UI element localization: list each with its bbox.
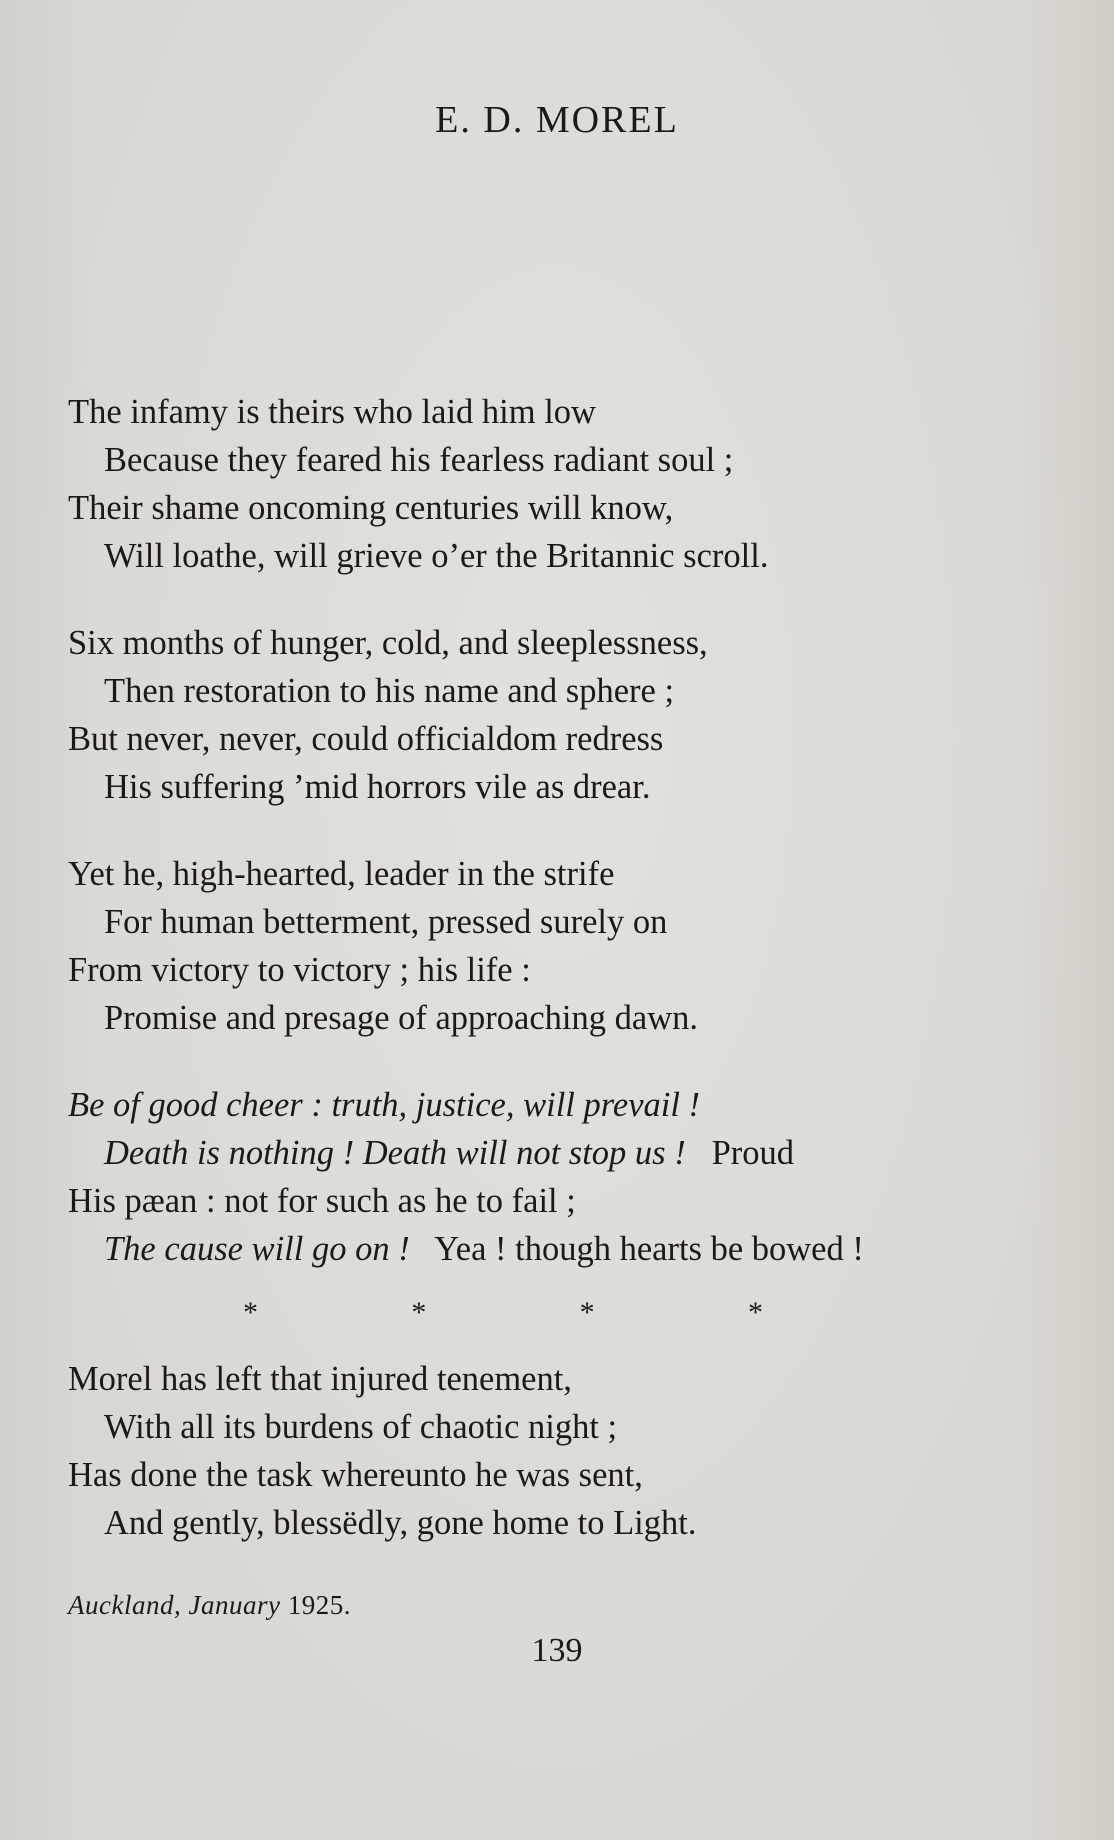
dateline-year: 1925. xyxy=(287,1590,351,1620)
poem-line: Their shame oncoming centuries will know, xyxy=(68,489,674,527)
poem-line: Will loathe, will grieve o’er the Britannic scroll. xyxy=(104,537,769,575)
stanza-1 xyxy=(68,388,1068,580)
asterisk: * xyxy=(579,1296,595,1329)
stanza-5 xyxy=(68,1355,1068,1547)
asterisk: * xyxy=(243,1296,258,1329)
poem-line: For human betterment, pressed surely on xyxy=(104,903,668,941)
section-break-asterisks xyxy=(243,1295,763,1331)
poem-line: From victory to victory ; his life : xyxy=(68,951,531,989)
poem-line: Has done the task whereunto he was sent, xyxy=(68,1456,643,1494)
poem xyxy=(68,388,1068,1586)
stanza-3 xyxy=(68,850,1068,1042)
asterisk: * xyxy=(747,1296,763,1329)
poem-line-roman-part: Yea ! though hearts be bowed ! xyxy=(434,1230,864,1268)
poem-line-italic-part: Death is nothing ! Death will not stop us ! xyxy=(104,1134,686,1172)
poem-line: Because they feared his fearless radiant soul ; xyxy=(104,441,734,479)
poem-line: Then restoration to his name and sphere ; xyxy=(104,672,675,710)
poem-line-mixed xyxy=(68,1225,1068,1273)
stanza-2 xyxy=(68,619,1068,811)
poem-line: Promise and presage of approaching dawn. xyxy=(104,999,698,1037)
poem-line-roman-part: Proud xyxy=(711,1134,795,1172)
dateline xyxy=(68,1590,351,1621)
poem-line: Yet he, high-hearted, leader in the strife xyxy=(68,855,615,893)
poem-line: Morel has left that injured tenement, xyxy=(68,1360,572,1398)
poem-line: With all its burdens of chaotic night ; xyxy=(104,1408,618,1446)
poem-line: His pæan : not for such as he to fail ; xyxy=(68,1182,576,1220)
page-number: 139 xyxy=(531,1632,583,1669)
poem-line: Be of good cheer : truth, justice, will prevail ! xyxy=(68,1086,701,1124)
poem-line: The infamy is theirs who laid him low xyxy=(68,393,596,431)
running-head: E. D. MOREL xyxy=(435,99,679,141)
asterisk: * xyxy=(411,1296,427,1329)
poem-line-mixed xyxy=(68,1129,1068,1177)
dateline-place: Auckland, January xyxy=(68,1590,281,1620)
poem-line: And gently, blessëdly, gone home to Light. xyxy=(104,1504,697,1542)
stanza-4 xyxy=(68,1081,1068,1273)
poem-line: But never, never, could officialdom redress xyxy=(68,720,664,758)
poem-line-italic-part: The cause will go on ! xyxy=(104,1230,410,1268)
poem-line: Six months of hunger, cold, and sleeplessness, xyxy=(68,624,708,662)
poem-line: His suffering ’mid horrors vile as drear. xyxy=(104,768,651,806)
